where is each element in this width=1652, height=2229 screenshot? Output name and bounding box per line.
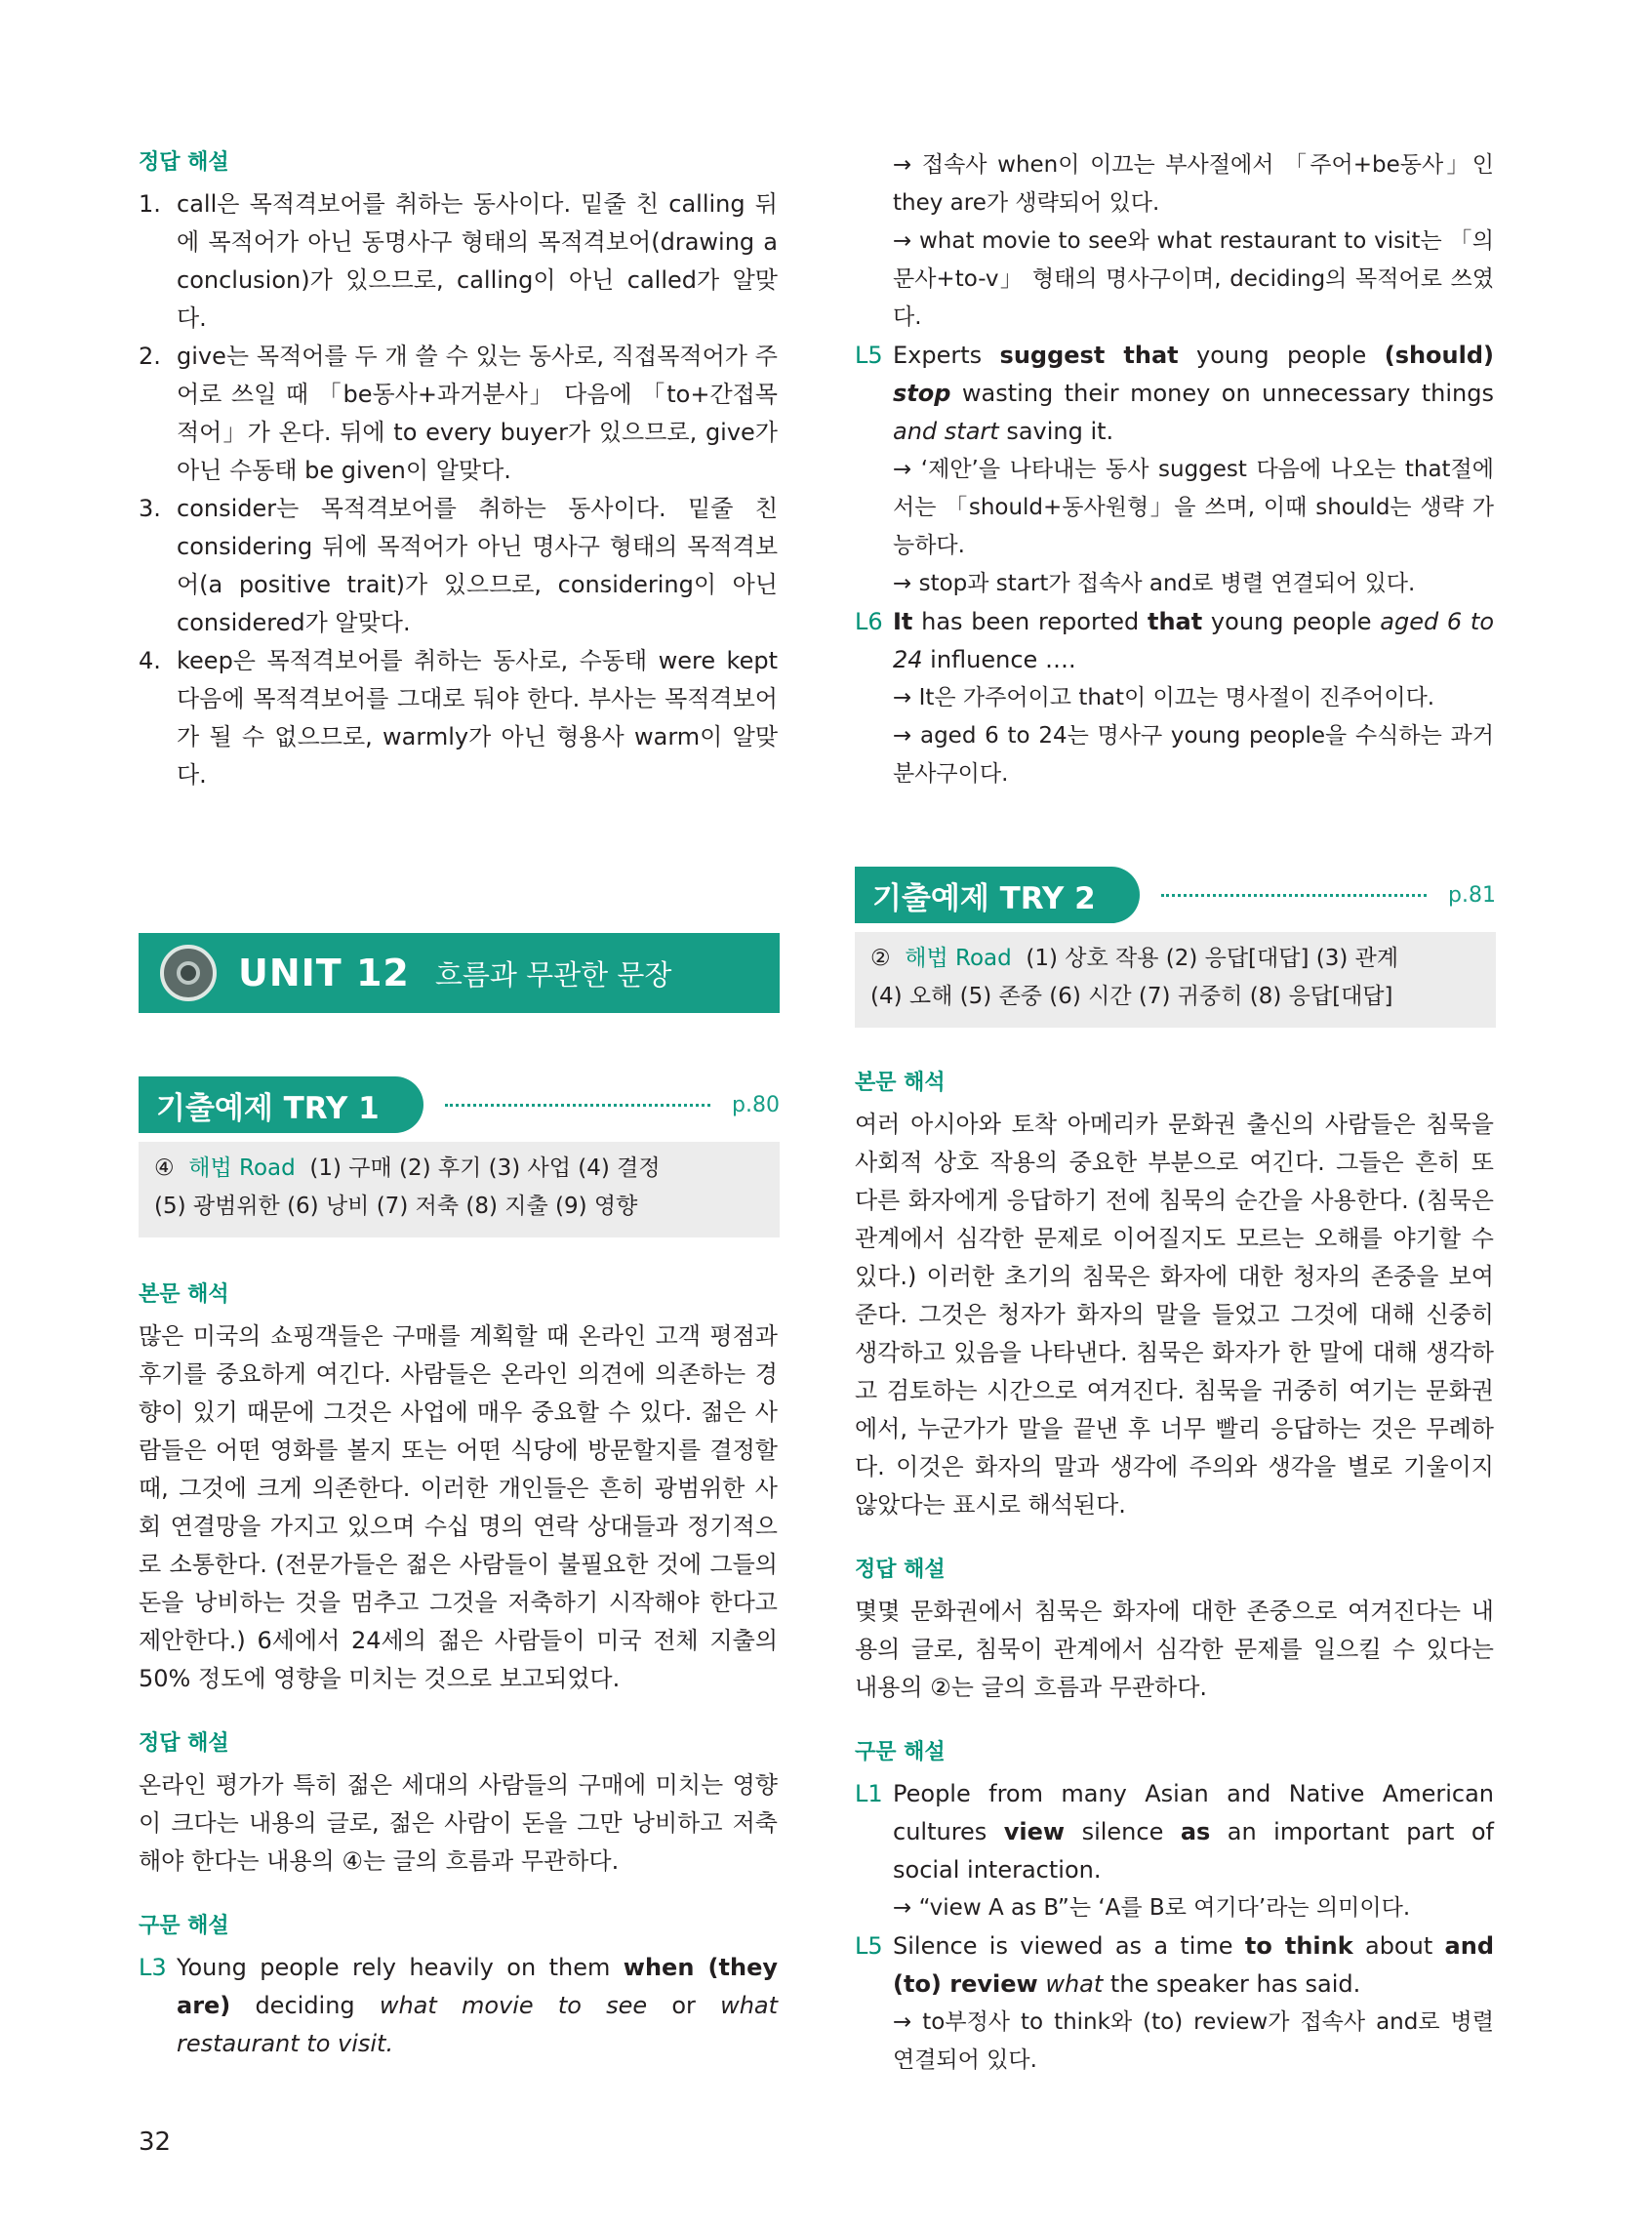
- answer-explanation-title: 정답 해설: [139, 150, 229, 175]
- solution-road-label: 해법 Road: [188, 1155, 296, 1181]
- grammar-title: 구문 해설: [855, 1740, 946, 1764]
- list-item: 3. consider는 목적격보어를 취하는 동사이다. 밑줄 친 considering 뒤에 목적어가 아닌 명사구 형태의 목적격보어(a positive trait)가 있으므로, considering이 아닌 considered가 알맞다.: [139, 495, 778, 636]
- grammar-title: 구문 해설: [139, 1914, 229, 1938]
- translation-text: 여러 아시아와 토착 아메리카 문화권 출신의 사람들은 침묵을 사회적 상호 작용의 중요한 부분으로 여긴다. 그들은 흔히 또 다른 화자에게 응답하기 전에 침묵의 순간을 사용한다. (침묵은 관계에서 심각한 문제로 이어질지도 모르는 오해를 야기할 수 있다.) 이러한 초기의 침묵은 화자에 대한 청자의 존중을 보여준다. 그것은 청자가 화자의 말을 들었고 그것에 대해 신중히 생각하고 있음을 나타낸다. 침묵은 화자가 한 말에 대해 생각하고 검토하는 시간으로 여겨진다. 침묵을 귀중히 여기는 문화권에서, 누군가가 말을 끝낸 후 너무 빨리 응답하는 것은 무례하다. 이것은 화자의 말과 생각에 주의와 생각을 별로 기울이지 않았다는 표시로 해석된다.: [855, 1111, 1494, 1519]
- answer-explanation-text: 몇몇 문화권에서 침묵은 화자에 대한 존중으로 여겨진다는 내용의 글로, 침묵이 관계에서 심각한 문제를 일으킬 수 있다는 내용의 ②는 글의 흐름과 무관하다.: [855, 1598, 1494, 1701]
- translation-title: 본문 해석: [855, 1071, 946, 1095]
- solution-road-label: 해법 Road: [905, 946, 1012, 971]
- grammar-note: → “view A as B”는 ‘A를 B로 여기다’라는 의미이다.: [893, 1895, 1411, 1921]
- try1-header: [139, 1076, 780, 1133]
- grammar-item: L5 Experts suggest that young people (should) stop wasting their money on unnecessary things and start saving it.: [855, 342, 1495, 445]
- dotted-leader: [445, 1104, 710, 1107]
- try1-tab: 기출예제 TRY 1: [139, 1076, 423, 1133]
- grammar-note: → what movie to see와 what restaurant to visit는 「의문사+to-v」 형태의 명사구이며, deciding의 목적어로 쓰였다.: [893, 228, 1494, 330]
- page-number: 32: [139, 2128, 172, 2157]
- try2-answer-box: ② 해법 Road (1) 상호 작용 (2) 응답[대답] (3) 관계 (4) 오해 (5) 존중 (6) 시간 (7) 귀중히 (8) 응답[대답]: [855, 932, 1496, 1028]
- grammar-item: L1 People from many Asian and Native American cultures view silence as an important part of social interaction.: [855, 1780, 1495, 1884]
- right-lower-column: [855, 1067, 1494, 2080]
- try1-page-ref: p.80: [732, 1092, 780, 1117]
- translation-title: 본문 해석: [139, 1282, 229, 1307]
- try2-page-ref: p.81: [1448, 882, 1496, 908]
- grammar-note: → 접속사 when이 이끄는 부사절에서 「주어+be동사」인 they are가 생략되어 있다.: [893, 152, 1494, 216]
- grammar-item: L6 It has been reported that young people aged 6 to 24 influence ….: [855, 608, 1495, 673]
- left-lower-column: [139, 1278, 778, 2063]
- list-item: 1. call은 목적격보어를 취하는 동사이다. 밑줄 친 calling 뒤에 목적어가 아닌 동명사구 형태의 목적격보어(drawing a conclusion)가 있으므로, calling이 아닌 called가 알맞다.: [139, 190, 778, 332]
- grammar-note: → aged 6 to 24는 명사구 young people을 수식하는 과거분사구이다.: [893, 723, 1494, 787]
- list-item: 2. give는 목적어를 두 개 쓸 수 있는 동사로, 직접목적어가 주어로 쓰일 때 「be동사+과거분사」 다음에 「to+간접목적어」가 온다. 뒤에 to every buyer가 있으므로, give가 아닌 수동태 be given이 알맞다.: [139, 343, 778, 484]
- list-item: 4. keep은 목적격보어를 취하는 동사로, 수동태 were kept 다음에 목적격보어를 그대로 둬야 한다. 부사는 목적격보어가 될 수 없으므로, warmly가 아닌 형용사 warm이 알맞다.: [139, 647, 778, 789]
- dotted-leader: [1161, 894, 1427, 897]
- try2-header: [855, 867, 1496, 923]
- unit-label: UNIT 12: [238, 952, 410, 994]
- unit-title: 흐름과 무관한 문장: [434, 957, 672, 992]
- right-column: [855, 146, 1494, 793]
- grammar-item: L3 Young people rely heavily on them when (they are) deciding what movie to see or what restaurant to visit.: [139, 1954, 779, 2057]
- grammar-note: → stop과 start가 접속사 and로 병렬 연결되어 있다.: [893, 571, 1416, 596]
- answer-explanation-title: 정답 해설: [855, 1558, 946, 1582]
- translation-text: 많은 미국의 쇼핑객들은 구매를 계획할 때 온라인 고객 평점과 후기를 중요하게 여긴다. 사람들은 온라인 의견에 의존하는 경향이 있기 때문에 그것은 사업에 매우 중요할 수 있다. 젊은 사람들은 어떤 영화를 볼지 또는 어떤 식당에 방문할지를 결정할 때, 그것에 크게 의존한다. 이러한 개인들은 흔히 광범위한 사회 연결망을 가지고 있으며 수십 명의 연락 상대들과 정기적으로 소통한다. (전문가들은 젊은 사람들이 불필요한 것에 그들의 돈을 낭비하는 것을 멈추고 그것을 저축하기 시작해야 한다고 제안한다.) 6세에서 24세의 젊은 사람들이 미국 전체 지출의 50% 정도에 영향을 미치는 것으로 보고되었다.: [139, 1322, 778, 1692]
- left-column: [139, 146, 778, 794]
- try2-tab: 기출예제 TRY 2: [855, 867, 1140, 923]
- grammar-item: L5 Silence is viewed as a time to think about and (to) review what the speaker has said.: [855, 1932, 1494, 1998]
- grammar-note: → ‘제안’을 나타내는 동사 suggest 다음에 나오는 that절에서는 「should+동사원형」을 쓰며, 이때 should는 생략 가능하다.: [893, 457, 1494, 558]
- answer-explanation-text: 온라인 평가가 특히 젊은 세대의 사람들의 구매에 미치는 영향이 크다는 내용의 글로, 젊은 사람이 돈을 그만 낭비하고 저축해야 한다는 내용의 ④는 글의 흐름과 무관하다.: [139, 1771, 778, 1875]
- grammar-note: → to부정사 to think와 (to) review가 접속사 and로 병렬 연결되어 있다.: [893, 2009, 1494, 2073]
- grammar-note: → It은 가주어이고 that이 이끄는 명사절이 진주어이다.: [893, 685, 1435, 710]
- try1-answer-box: ④ 해법 Road (1) 구매 (2) 후기 (3) 사업 (4) 결정 (5) 광범위한 (6) 낭비 (7) 저축 (8) 지출 (9) 영향: [139, 1142, 780, 1237]
- unit-banner: [139, 933, 780, 1013]
- answer-explanation-title: 정답 해설: [139, 1731, 229, 1756]
- disc-icon: [160, 945, 217, 1001]
